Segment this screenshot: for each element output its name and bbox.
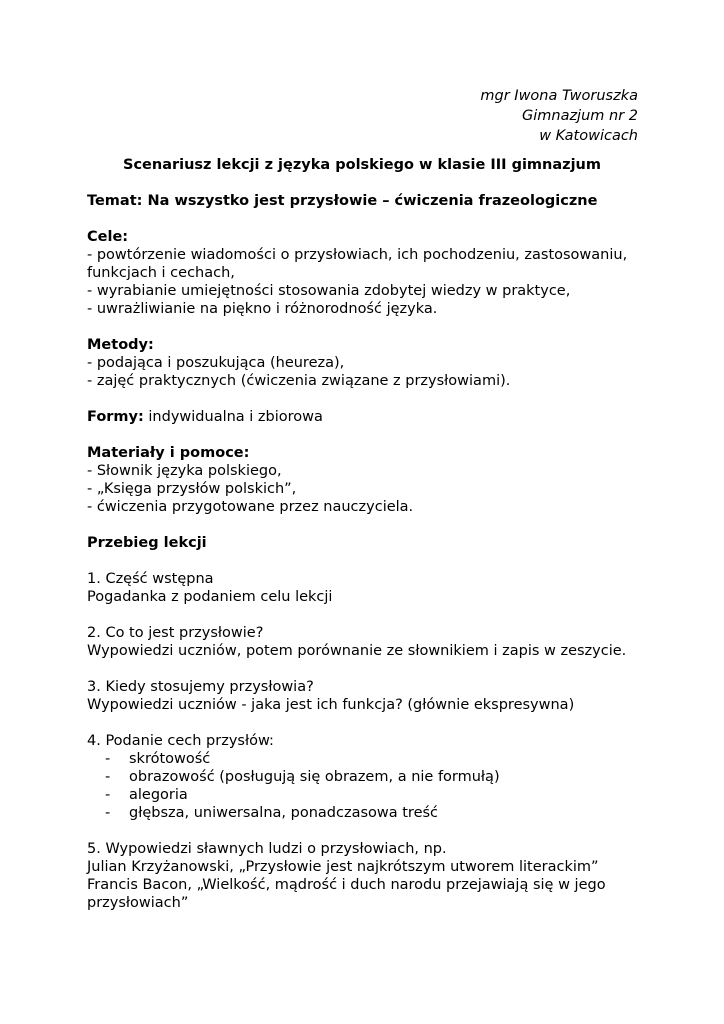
- list-item-text: głębsza, uniwersalna, ponadczasowa treść: [129, 805, 439, 821]
- quote-bacon: Francis Bacon, „Wielkość, mądrość i duch narodu przejawiają się w jego przysłowiach”: [87, 877, 606, 911]
- dash-marker: -: [105, 787, 111, 803]
- dash-marker: -: [105, 769, 111, 785]
- methods-heading: Metody:: [87, 337, 154, 353]
- material-item: - Słownik języka polskiego,: [87, 463, 282, 479]
- lesson-heading: Przebieg lekcji: [87, 535, 207, 551]
- material-item: - „Księga przysłów polskich”,: [87, 481, 297, 497]
- list-item: [87, 768, 647, 786]
- forms-label: Formy:: [87, 409, 144, 425]
- list-item: [87, 804, 647, 822]
- author-city: w Katowicach: [539, 128, 638, 144]
- quote-krzyzanowski: Julian Krzyżanowski, „Przysłowie jest najkrótszym utworem literackim”: [87, 859, 599, 875]
- step-title: 2. Co to jest przysłowie?: [87, 625, 264, 641]
- step-title: 5. Wypowiedzi sławnych ludzi o przysłowiach, np.: [87, 841, 447, 857]
- step-title: 3. Kiedy stosujemy przysłowia?: [87, 679, 314, 695]
- method-item: - podająca i poszukująca (heureza),: [87, 355, 345, 371]
- goal-item: - uwrażliwianie na piękno i różnorodność języka.: [87, 301, 438, 317]
- materials-heading: Materiały i pomoce:: [87, 445, 250, 461]
- list-item: [87, 750, 647, 768]
- forms-line: [87, 408, 647, 426]
- step-title: 1. Część wstępna: [87, 571, 214, 587]
- material-item: - ćwiczenia przygotowane przez nauczyciela.: [87, 499, 414, 515]
- document-body: [87, 192, 647, 912]
- document-title: Scenariusz lekcji z języka polskiego w klasie III gimnazjum: [123, 157, 601, 173]
- step-text: Wypowiedzi uczniów, potem porównanie ze słownikiem i zapis w zeszycie.: [87, 643, 627, 659]
- forms-value: indywidualna i zbiorowa: [143, 409, 323, 425]
- author-block: [480, 86, 638, 146]
- list-item-text: obrazowość (posługują się obrazem, a nie formułą): [129, 769, 500, 785]
- goal-item: - powtórzenie wiadomości o przysłowiach, ich pochodzeniu, zastosowaniu, funkcjach i cechach,: [87, 247, 628, 281]
- goals-heading: Cele:: [87, 229, 129, 245]
- step-text: Pogadanka z podaniem celu lekcji: [87, 589, 333, 605]
- dash-marker: -: [105, 805, 111, 821]
- features-list: [87, 750, 647, 822]
- topic-heading: Temat: Na wszystko jest przysłowie – ćwiczenia frazeologiczne: [87, 193, 598, 209]
- method-item: - zajęć praktycznych (ćwiczenia związane z przysłowiami).: [87, 373, 511, 389]
- step-text: Wypowiedzi uczniów - jaka jest ich funkcja? (głównie ekspresywna): [87, 697, 575, 713]
- dash-marker: -: [105, 751, 111, 767]
- step-title: 4. Podanie cech przysłów:: [87, 733, 274, 749]
- list-item-text: alegoria: [129, 787, 188, 803]
- goal-item: - wyrabianie umiejętności stosowania zdobytej wiedzy w praktyce,: [87, 283, 571, 299]
- list-item-text: skrótowość: [129, 751, 211, 767]
- author-name: mgr Iwona Tworuszka: [480, 88, 638, 104]
- author-school: Gimnazjum nr 2: [521, 108, 638, 124]
- list-item: [87, 786, 647, 804]
